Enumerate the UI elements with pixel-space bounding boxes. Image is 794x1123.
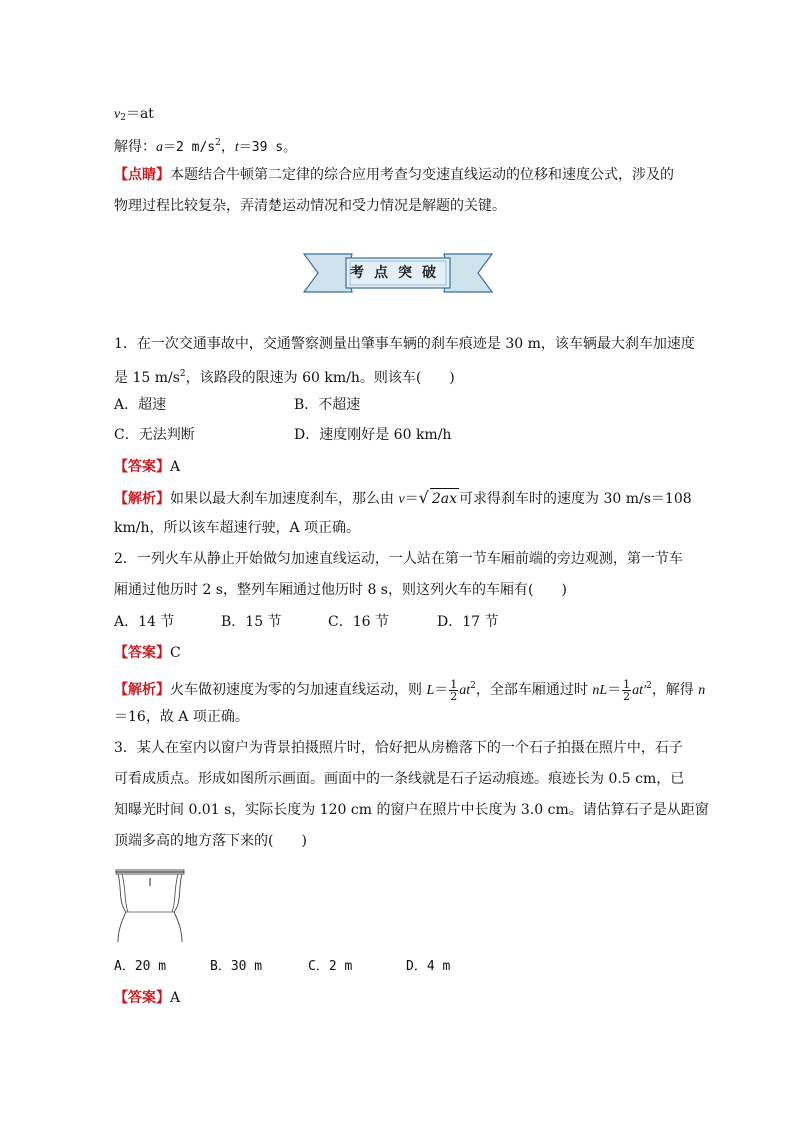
var-v: v (398, 492, 405, 507)
q3-option-b: B．30 m (210, 959, 263, 974)
q2-option-b: B．15 节 (221, 614, 282, 630)
q3-line-2 (114, 769, 684, 789)
eq-rhs: ＝at (125, 106, 154, 122)
analysis-text-a: 如果以最大刹车加速度刹车，那么由 (170, 491, 399, 507)
exp: 2 (646, 681, 652, 691)
q1-option-d: D．速度刚好是 60 km/h (294, 427, 452, 443)
comment-tag: 【点睛】 (114, 167, 170, 183)
q1-answer (114, 457, 684, 477)
sqrt-sign: √ (418, 488, 429, 507)
eq-sign: ＝ (404, 491, 419, 507)
var-n: n (698, 683, 706, 698)
q3-line-3 (114, 800, 709, 820)
q3-line-4 (114, 831, 684, 851)
frac-den: 2 (450, 689, 458, 703)
q1-text-1: 1．在一次交通事故中，交通警察测量出肇事车辆的刹车痕迹是 30 m，该车辆最大刹车加速度 (114, 336, 695, 352)
a-exp: 2 (215, 138, 221, 148)
q1-option-b: B．不超速 (294, 397, 361, 413)
equation-v2 (114, 104, 684, 128)
q3-text-3: 知曝光时间 0.01 s，实际长度为 120 cm 的窗户在照片中长度为 3.0 cm。请估算石子是从距窗 (114, 802, 709, 818)
a-value: ＝2 m/s (163, 140, 216, 155)
var-t: t (234, 140, 239, 155)
analysis-text-a: 火车做初速度为零的匀加速直线运动，则 (170, 682, 427, 698)
q3-line-1 (114, 738, 684, 758)
q2-line-1 (114, 549, 684, 569)
q2-option-d: D．17 节 (437, 614, 499, 630)
q2-analysis-line-2 (114, 707, 684, 727)
analysis-tag: 【解析】 (114, 491, 170, 507)
var-at: at (459, 683, 471, 698)
eq-sign: ＝ (434, 682, 449, 698)
var-at-prime: at′ (632, 683, 647, 698)
comment-line-2 (114, 196, 684, 216)
var-v: v (114, 107, 121, 122)
var-a: a (156, 140, 163, 155)
comment-line-1 (114, 165, 684, 185)
sub-2: 2 (120, 113, 126, 123)
q3-text-1: 3．某人在室内以窗户为背景拍摄照片时，恰好把从房檐落下的一个石子拍摄在照片中，石子 (114, 740, 683, 756)
q3-text-4: 顶端多高的地方落下来的( ) (114, 833, 307, 849)
answer-value: A (170, 990, 181, 1006)
answer-tag: 【答案】 (114, 990, 170, 1006)
q3-answer (114, 988, 684, 1008)
q2-text-2: 厢通过他历时 2 s，整列车厢通过他历时 8 s，则这列火车的车厢有( ) (114, 582, 567, 598)
analysis-text-end: ，解得 (651, 682, 699, 698)
frac-num: 1 (450, 677, 458, 691)
window-curtain-figure (114, 868, 186, 944)
q2-option-c: C．16 节 (328, 614, 389, 630)
comment-text-2: 物理过程比较复杂，弄清楚运动情况和受力情况是解题的关键。 (114, 198, 506, 214)
analysis-text-2: ＝16，故 A 项正确。 (114, 709, 249, 725)
q3-option-a: A．20 m (114, 959, 167, 974)
fraction-half (449, 679, 458, 702)
exp: 2 (470, 681, 476, 691)
analysis-text-mid: ，全部车厢通过时 (475, 682, 593, 698)
q1-exp: 2 (179, 369, 186, 379)
q3-option-c: C．2 m (308, 959, 353, 974)
q1-option-c: C．无法判断 (114, 427, 195, 443)
analysis-tag: 【解析】 (114, 682, 170, 698)
section-banner (300, 250, 496, 296)
q2-option-a: A．14 节 (114, 614, 175, 630)
q1-analysis-line-2 (114, 518, 684, 538)
answer-value: C (170, 645, 181, 661)
var-nL: nL (592, 683, 608, 698)
solution-line (114, 133, 684, 158)
window-illustration (114, 868, 186, 944)
q3-option-d: D．4 m (406, 959, 451, 974)
answer-tag: 【答案】 (114, 645, 170, 661)
q1-line-2 (114, 364, 684, 388)
comment-text-1: 本题结合牛顿第二定律的综合应用考查匀变速直线运动的位移和速度公式，涉及的 (170, 167, 674, 183)
q1-analysis-line-1 (114, 488, 692, 510)
frac-num: 1 (623, 677, 631, 691)
sep: ， (220, 139, 235, 155)
eq-sign: ＝ (607, 682, 622, 698)
fraction-half-2 (622, 679, 631, 702)
q2-answer (114, 643, 684, 663)
banner-label: 考点突破 (350, 265, 446, 281)
q2-analysis-line-1 (114, 676, 706, 703)
t-value: ＝39 s。 (238, 140, 297, 155)
q3-text-2: 可看成质点。形成如图所示画面。画面中的一条线就是石子运动痕迹。痕迹长为 0.5 cm，已 (114, 771, 685, 787)
solve-label: 解得： (114, 139, 156, 155)
q2-line-2 (114, 580, 684, 600)
q1-text-2a: 是 15 m/s (114, 370, 180, 386)
answer-tag: 【答案】 (114, 459, 170, 475)
analysis-text-b: 可求得刹车时的速度为 30 m/s＝108 (459, 491, 692, 507)
q2-text-1: 2．一列火车从静止开始做匀加速直线运动，一人站在第一节车厢前端的旁边观测，第一节车 (114, 551, 683, 567)
answer-value: A (170, 459, 181, 475)
q1-text-2b: ，该路段的限速为 60 km/h。则该车( ) (185, 370, 455, 386)
var-L: L (426, 683, 435, 698)
sqrt-radicand: 2ax (430, 488, 459, 509)
q1-option-a: A．超速 (114, 397, 167, 413)
q1-line-1 (114, 334, 695, 354)
analysis-text-2: km/h，所以该车超速行驶，A 项正确。 (114, 520, 361, 536)
frac-den: 2 (623, 689, 631, 703)
